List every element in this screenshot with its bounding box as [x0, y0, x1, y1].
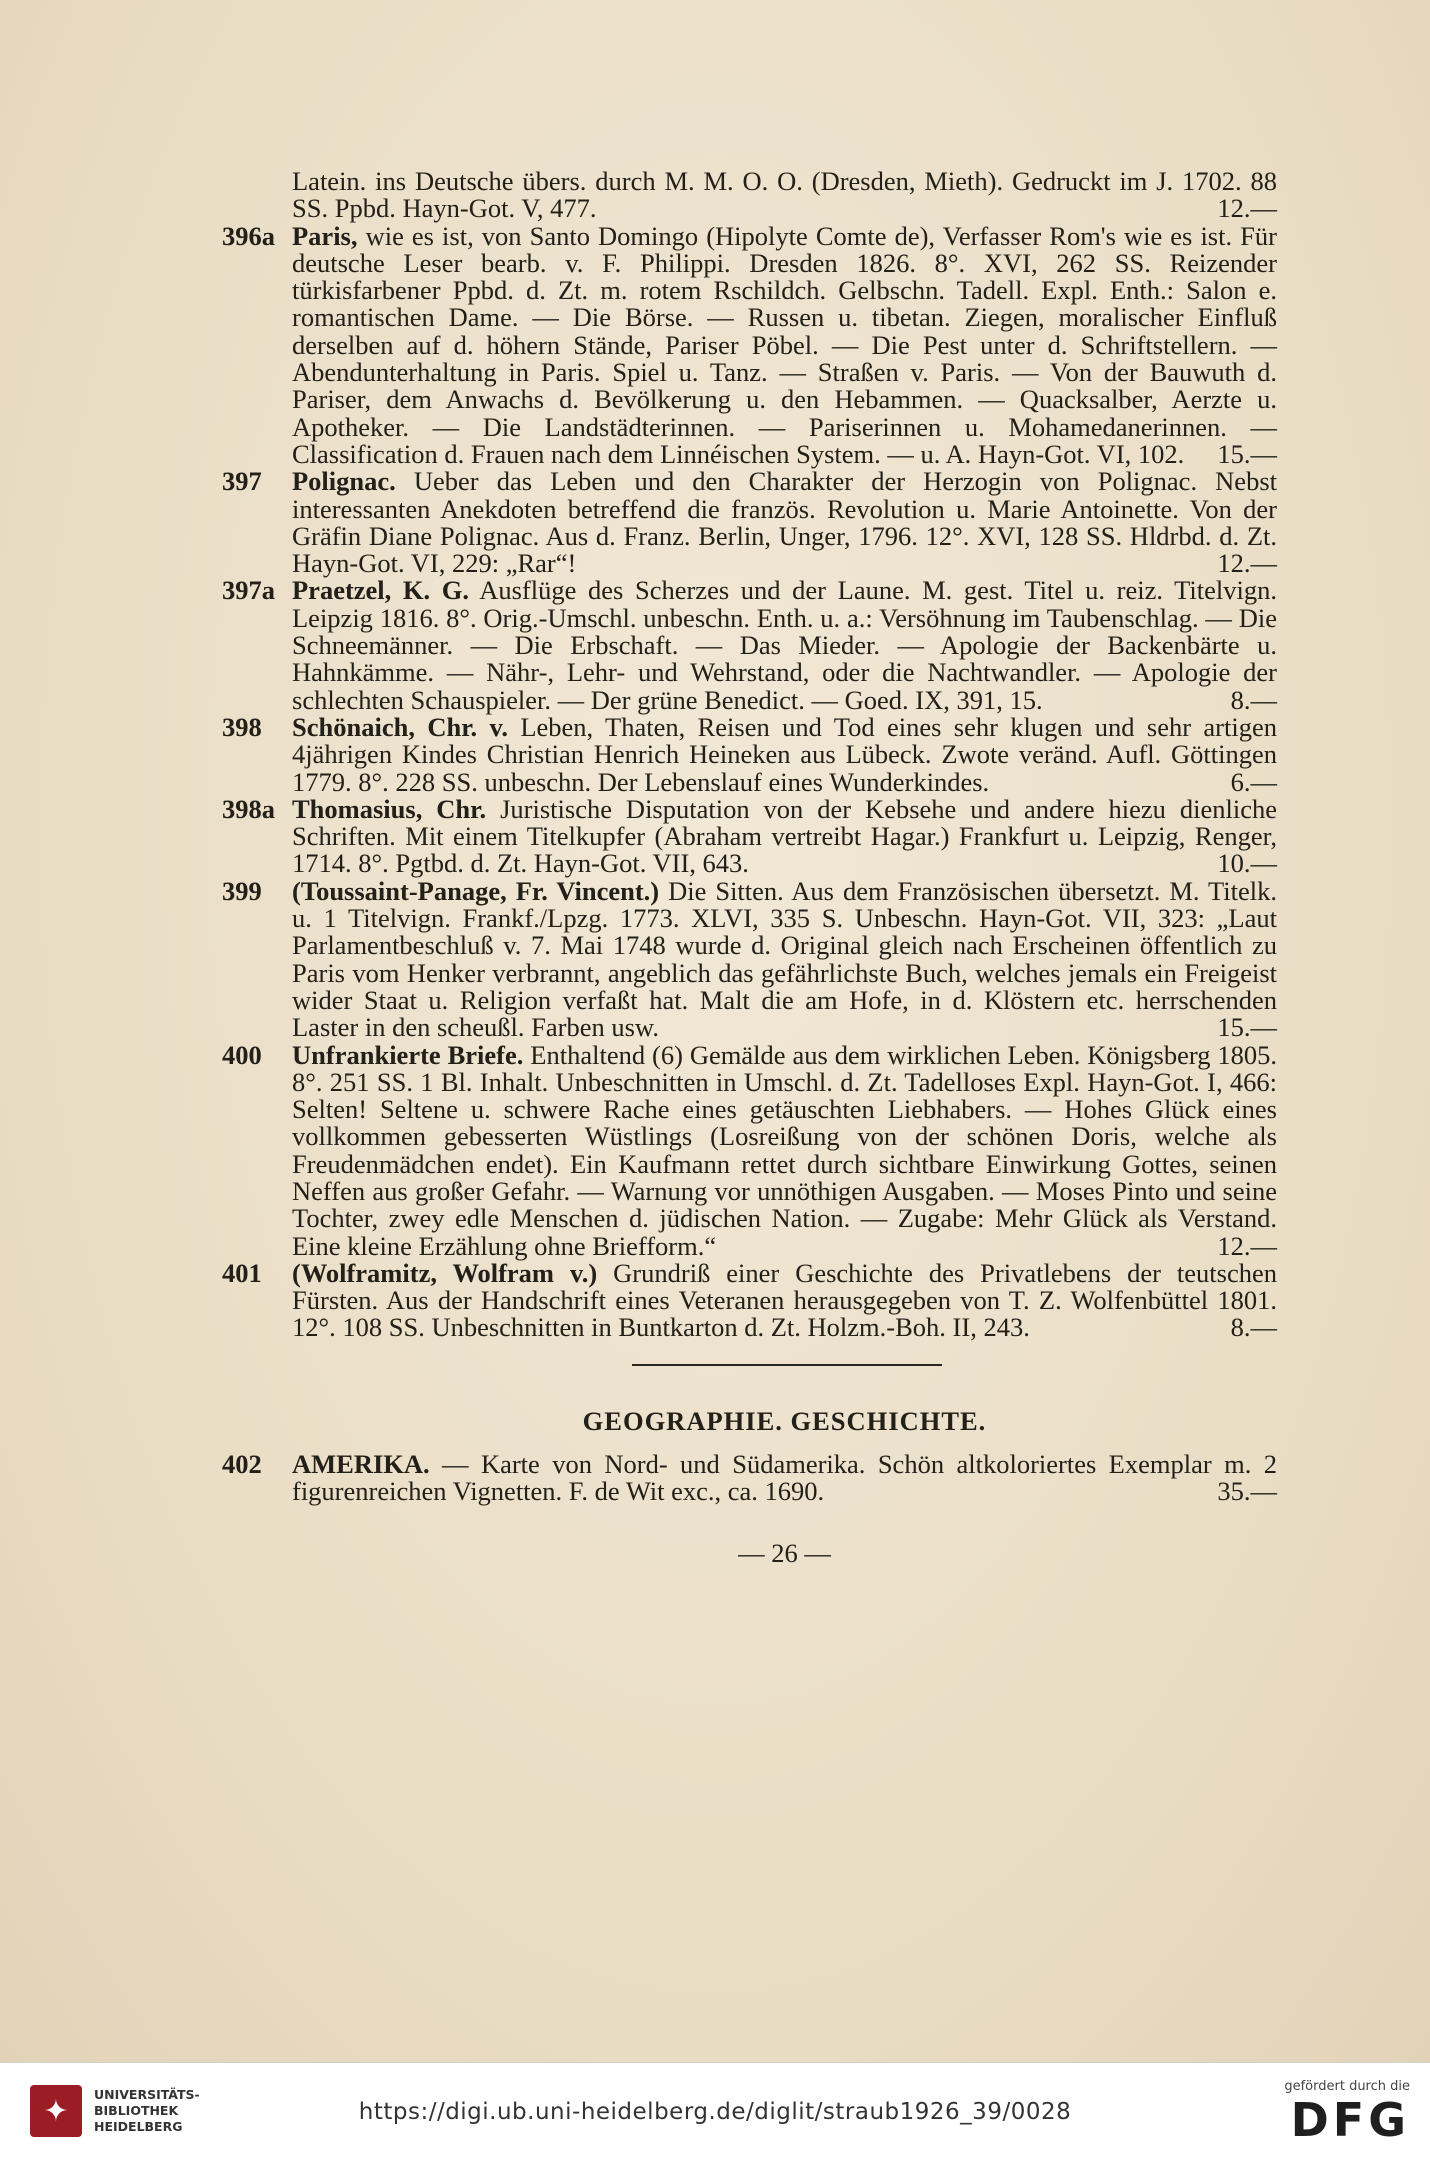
library-name-line-2: BIBLIOTHEK	[94, 2103, 179, 2118]
entry-description: Leben, Thaten, Reisen und Tod eines sehr klugen und sehr artigen 4jährigen Kindes Christian Henrich Heineken aus Lübeck. Zwote veränd. Aufl. Göttingen 1779. 8°. 228 SS. unbeschn. Der Lebenslauf eines Wunderkindes.	[292, 711, 1277, 797]
catalog-entry	[222, 875, 1278, 1043]
funding-text: gefördert durch die	[1284, 2079, 1410, 2094]
entry-description: Ueber das Leben und den Charakter der Herzogin von Polignac. Nebst interessanten Anekdoten betreffend die französ. Revolution u. Marie Antoinette. Von der Gräfin Diane Polignac. Aus d. Franz. Berlin, Unger, 1796. 12°. XVI, 128 SS. Hldrbd. d. Zt. Hayn-Got. VI, 229: „Rar“!	[292, 466, 1277, 579]
entry-description: Grundriß einer Geschichte des Privatlebens der teutschen Fürsten. Aus der Handschrift eines Veteranen herausgegeben von T. Z. Wolfenbüttel 1801. 12°. 108 SS. Unbeschnitten in Buntkarton d. Zt. Holzm.-Boh. II, 243.	[292, 1257, 1277, 1343]
entry-description: wie es ist, von Santo Domingo (Hipolyte Comte de), Verfasser Rom's wie es ist. Für deutsche Leser bearb. v. F. Philippi. Dresden 1826. 8°. XVI, 262 SS. Reizender türkisfarbener Ppbd. d. Zt. m. rotem Rschildch. Gelbschn. Tadell. Expl. Enth.: Salon e. romantischen Dame. — Die Börse. — Russen u. tibetan. Ziegen, moralischer Einfluß derselben auf d. höhern Stände, Pariser Pöbel. — Die Pest unter d. Schriftstellern. — Abendunterhaltung in Paris. Spiel u. Tanz. — Straßen v. Paris. — Von der Bauwuth d. Pariser, dem Anwachs d. Bevölkerung u. den Hebammen. — Quacksalber, Aerzte u. Apotheker. — Die Landstädterinnen. — Pariserinnen u. Mohamedanerinnen. — Classification d. Frauen nach dem Linnéischen System. — u. A. Hayn-Got. VI, 102.	[292, 220, 1277, 469]
entry-author: Polignac.	[292, 466, 396, 497]
entry-number: 398	[222, 711, 262, 742]
library-name-line-1: UNIVERSITÄTS-	[94, 2087, 200, 2102]
catalog-entry	[222, 1039, 1277, 1261]
entry-author: AMERIKA.	[292, 1449, 430, 1480]
entry-price: 12.—	[1217, 548, 1277, 579]
entry-description: Juristische Disputation von der Kebsehe und andere hiezu dienliche Schriften. Mit einem Titelkupfer (Abraham vertreibt Hagar.) Frankfurt u. Leipzig, Renger, 1714. 8°. Pgtbd. d. Zt. Hayn-Got. VII, 643.	[292, 793, 1278, 879]
entry-number: 397	[222, 466, 262, 497]
entry-description: Ausflüge des Scherzes und der Laune. M. gest. Titel u. reiz. Titelvign. Leipzig 1816. 8°. Orig.-Umschl. unbeschn. Enth. u. a.: Versöhnung im Taubenschlag. — Die Schneemänner. — Die Erbschaft. — Das Mieder. — Apologie der Backenbärte u. Hahnkämme. — Nähr-, Lehr- und Wehrstand, oder die Nachtwandler. — Apologie der schlechten Schauspieler. — Der grüne Benedict. — Goed. IX, 391, 15.	[292, 575, 1277, 715]
viewer-footer	[0, 2062, 1430, 2171]
entry-number: 401	[222, 1257, 262, 1288]
entry-price: 35.—	[1217, 1476, 1277, 1507]
entry-price: 15.—	[1217, 1012, 1277, 1043]
catalog-entry	[222, 468, 1277, 577]
section-heading: GEOGRAPHIE. GESCHICHTE.	[582, 1405, 987, 1436]
entry-author: (Toussaint-Panage, Fr. Vincent.)	[292, 875, 660, 906]
entry-price: 10.—	[1217, 848, 1277, 879]
intro-paragraph	[222, 168, 1277, 223]
entry-number: 397a	[222, 575, 275, 606]
entry-price: 8.—	[1230, 684, 1277, 715]
entry-description: Die Sitten. Aus dem Französischen übersetzt. M. Titelk. u. 1 Titelvign. Frankf./Lpzg. 1773. XLVI, 335 S. Unbeschn. Hayn-Got. VII, 323: „Laut Parlamentbeschluß v. 7. Mai 1748 wurde d. Original gleich nach Erscheinen öffentlich zu Paris vom Henker verbrannt, angeblich das gefährlichste Buch, welches jemals ein Freigeist wider Staat u. Religion verfaßt hat. Malt die am Hofe, in d. Klöstern etc. herrschenden Laster in den scheußl. Farben usw.	[292, 875, 1278, 1043]
entry-number: 396a	[222, 220, 275, 251]
catalog-entry	[222, 220, 1277, 469]
catalog-entry	[222, 577, 1277, 713]
catalog-entry	[222, 1257, 1277, 1343]
entry-author: Praetzel, K. G.	[292, 575, 470, 606]
entry-price: 12.—	[1217, 1230, 1277, 1261]
entry-number: 399	[222, 875, 262, 906]
entry-price: 6.—	[1230, 766, 1277, 797]
permalink-url[interactable]: https://digi.ub.uni-heidelberg.de/diglit/straub1926_39/0028	[358, 2099, 1072, 2125]
entry-author: Unfrankierte Briefe.	[292, 1039, 524, 1070]
entry-number: 398a	[222, 793, 275, 824]
university-seal-icon: ✦	[30, 2085, 82, 2137]
catalog-text	[222, 168, 1277, 1567]
intro-price: 12.—	[1217, 193, 1277, 224]
entry-price: 15.—	[1217, 438, 1277, 469]
dfg-wordmark: DFG	[1290, 2093, 1410, 2147]
page-number: — 26 —	[738, 1537, 831, 1568]
entry-author: Thomasius, Chr.	[292, 793, 487, 824]
entry-price: 8.—	[1230, 1312, 1277, 1343]
entry-description: Enthaltend (6) Gemälde aus dem wirklichen Leben. Königsberg 1805. 8°. 251 SS. 1 Bl. Inhalt. Unbeschnitten in Umschl. d. Zt. Tadelloses Expl. Hayn-Got. I, 466: Selten! Seltene u. schwere Rache eines getäuschten Liebhabers. — Hohes Glück eines vollkommen gebesserten Wüstlings (Losreißung von der schönen Doris, welche als Freudenmädchen endet). Ein Kaufmann rettet durch sichtbare Einwirkung Gottes, seinen Neffen aus großer Gefahr. — Warnung vor unnöthigen Ausgaben. — Moses Pinto und seine Tochter, zwey edle Menschen d. jüdischen Nation. — Zugabe: Mehr Glück als Verstand. Eine kleine Erzählung ohne Briefform.“	[292, 1039, 1277, 1261]
intro-text: Latein. ins Deutsche übers. durch M. M. O. O. (Dresden, Mieth). Gedruckt im J. 1702. 88 SS. Ppbd. Hayn-Got. V, 477.	[292, 166, 1277, 224]
entry-number: 402	[222, 1449, 262, 1480]
entry-author: Schönaich, Chr. v.	[292, 711, 508, 742]
section-divider	[632, 1364, 942, 1366]
entry-list	[222, 220, 1278, 1343]
section-entry-list	[222, 1451, 1277, 1506]
entry-number: 400	[222, 1039, 262, 1070]
entry-author: Paris,	[292, 220, 358, 251]
dfg-logo[interactable]	[1284, 2079, 1410, 2146]
library-name-line-3: HEIDELBERG	[94, 2119, 183, 2134]
catalog-entry	[222, 711, 1277, 797]
catalog-entry	[222, 793, 1278, 879]
entry-description: — Karte von Nord- und Südamerika. Schön altkoloriertes Exemplar m. 2 figurenreichen Vignetten. F. de Wit exc., ca. 1690.	[292, 1449, 1277, 1507]
entry-author: (Wolframitz, Wolfram v.)	[292, 1257, 598, 1288]
catalog-entry	[222, 1451, 1277, 1506]
